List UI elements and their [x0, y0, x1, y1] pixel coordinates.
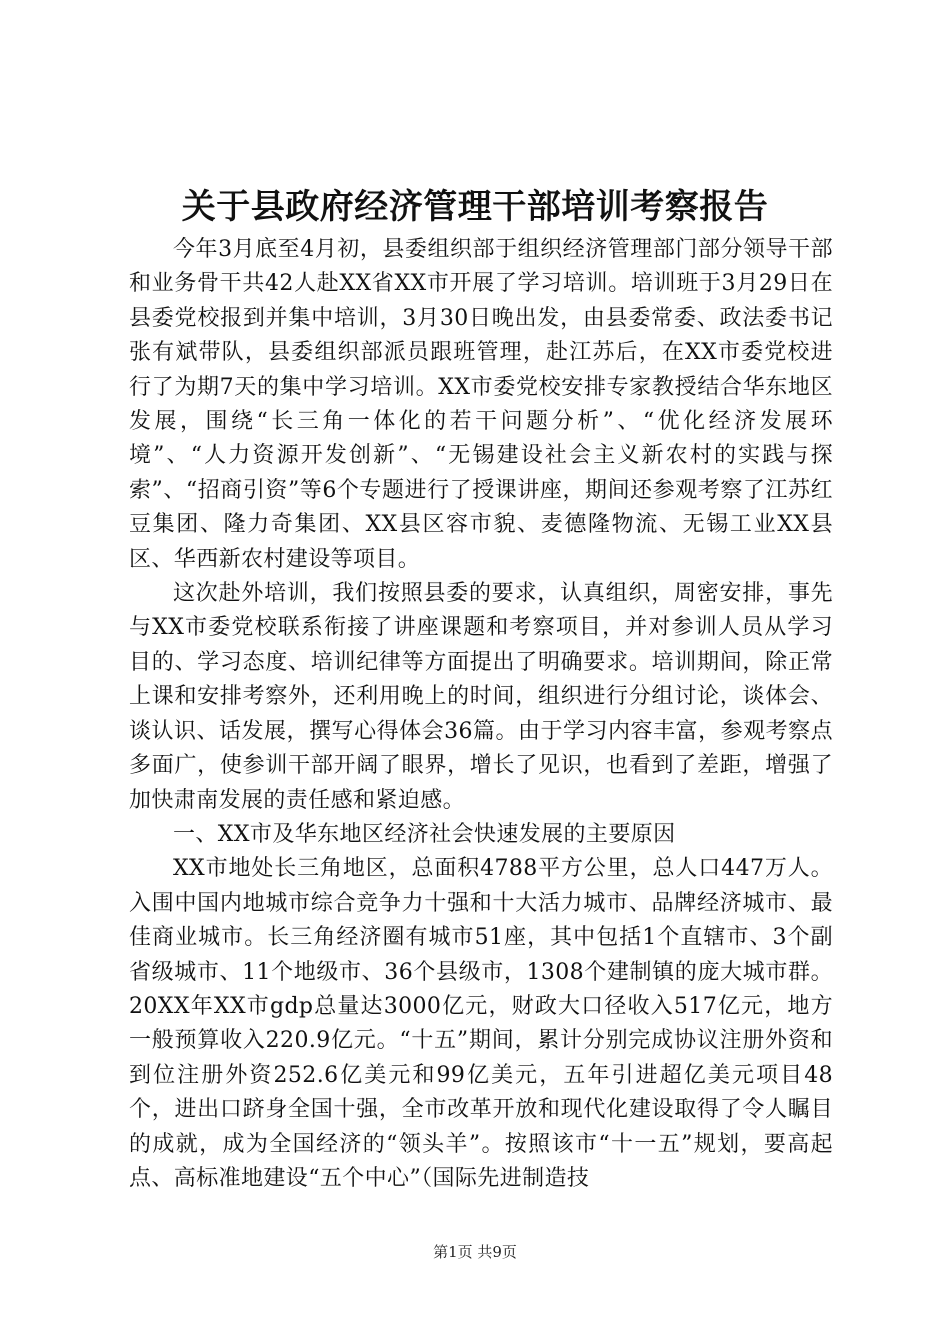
document-body [129, 233, 833, 1196]
paragraph-intro: 今年3月底至4月初，县委组织部于组织经济管理部门部分领导干部和业务骨干共42人赴XX省XX市开展了学习培训。培训班于3月29日在县委党校报到并集中培训，3月30日晚出发，由县委常委、政法委书记张有斌带队，县委组织部派员跟班管理，赴江苏后，在XX市委党校进行了为期7天的集中学习培训。XX市委党校安排专家教授结合华东地区发展，围绕“长三角一体化的若干问题分析”、“优化经济发展环境”、“人力资源开发创新”、“无锡建设社会主义新农村的实践与探索”、“招商引资”等6个专题进行了授课讲座，期间还参观考察了江苏红豆集团、隆力奇集团、XX县区容市貌、麦德隆物流、无锡工业XX县区、华西新农村建设等项目。 [129, 237, 833, 572]
paragraph-training-arrangement: 这次赴外培训，我们按照县委的要求，认真组织，周密安排，事先与XX市委党校联系衔接了讲座课题和考察项目，并对参训人员从学习目的、学习态度、培训纪律等方面提出了明确要求。培训期间，除正常上课和安排考察外，还利用晚上的时间，组织进行分组讨论，谈体会、谈认识、话发展，撰写心得体会36篇。由于学习内容丰富，参观考察点多面广，使参训干部开阔了眼界，增长了见识，也看到了差距，增强了加快肃南发展的责任感和紧迫感。 [129, 581, 833, 813]
document-title: 关于县政府经济管理干部培训考察报告 [181, 187, 769, 227]
page-number-footer: 第1页 共9页 [433, 1243, 517, 1261]
section-heading: 一、XX市及华东地区经济社会快速发展的主要原因 [173, 821, 676, 847]
paragraph-city-overview: XX市地处长三角地区，总面积4788平方公里，总人口447万人。入围中国内地城市综合竞争力十强和十大活力城市、品牌经济城市、最佳商业城市。长三角经济圈有城市51座，其中包括1个直辖市、3个副省级城市、11个地级市、36个县级市，1308个建制镇的庞大城市群。20XX年XX市gdp总量达3000亿元，财政大口径收入517亿元，地方一般预算收入220.9亿元。“十五”期间，累计分别完成协议注册外资和到位注册外资252.6亿美元和99亿美元，五年引进超亿美元项目48个，进出口跻身全国十强，全市改革开放和现代化建设取得了令人瞩目的成就，成为全国经济的“领头羊”。按照该市“十一五”规划，要高起点、高标准地建设“五个中心”（国际先进制造技 [129, 856, 833, 1191]
